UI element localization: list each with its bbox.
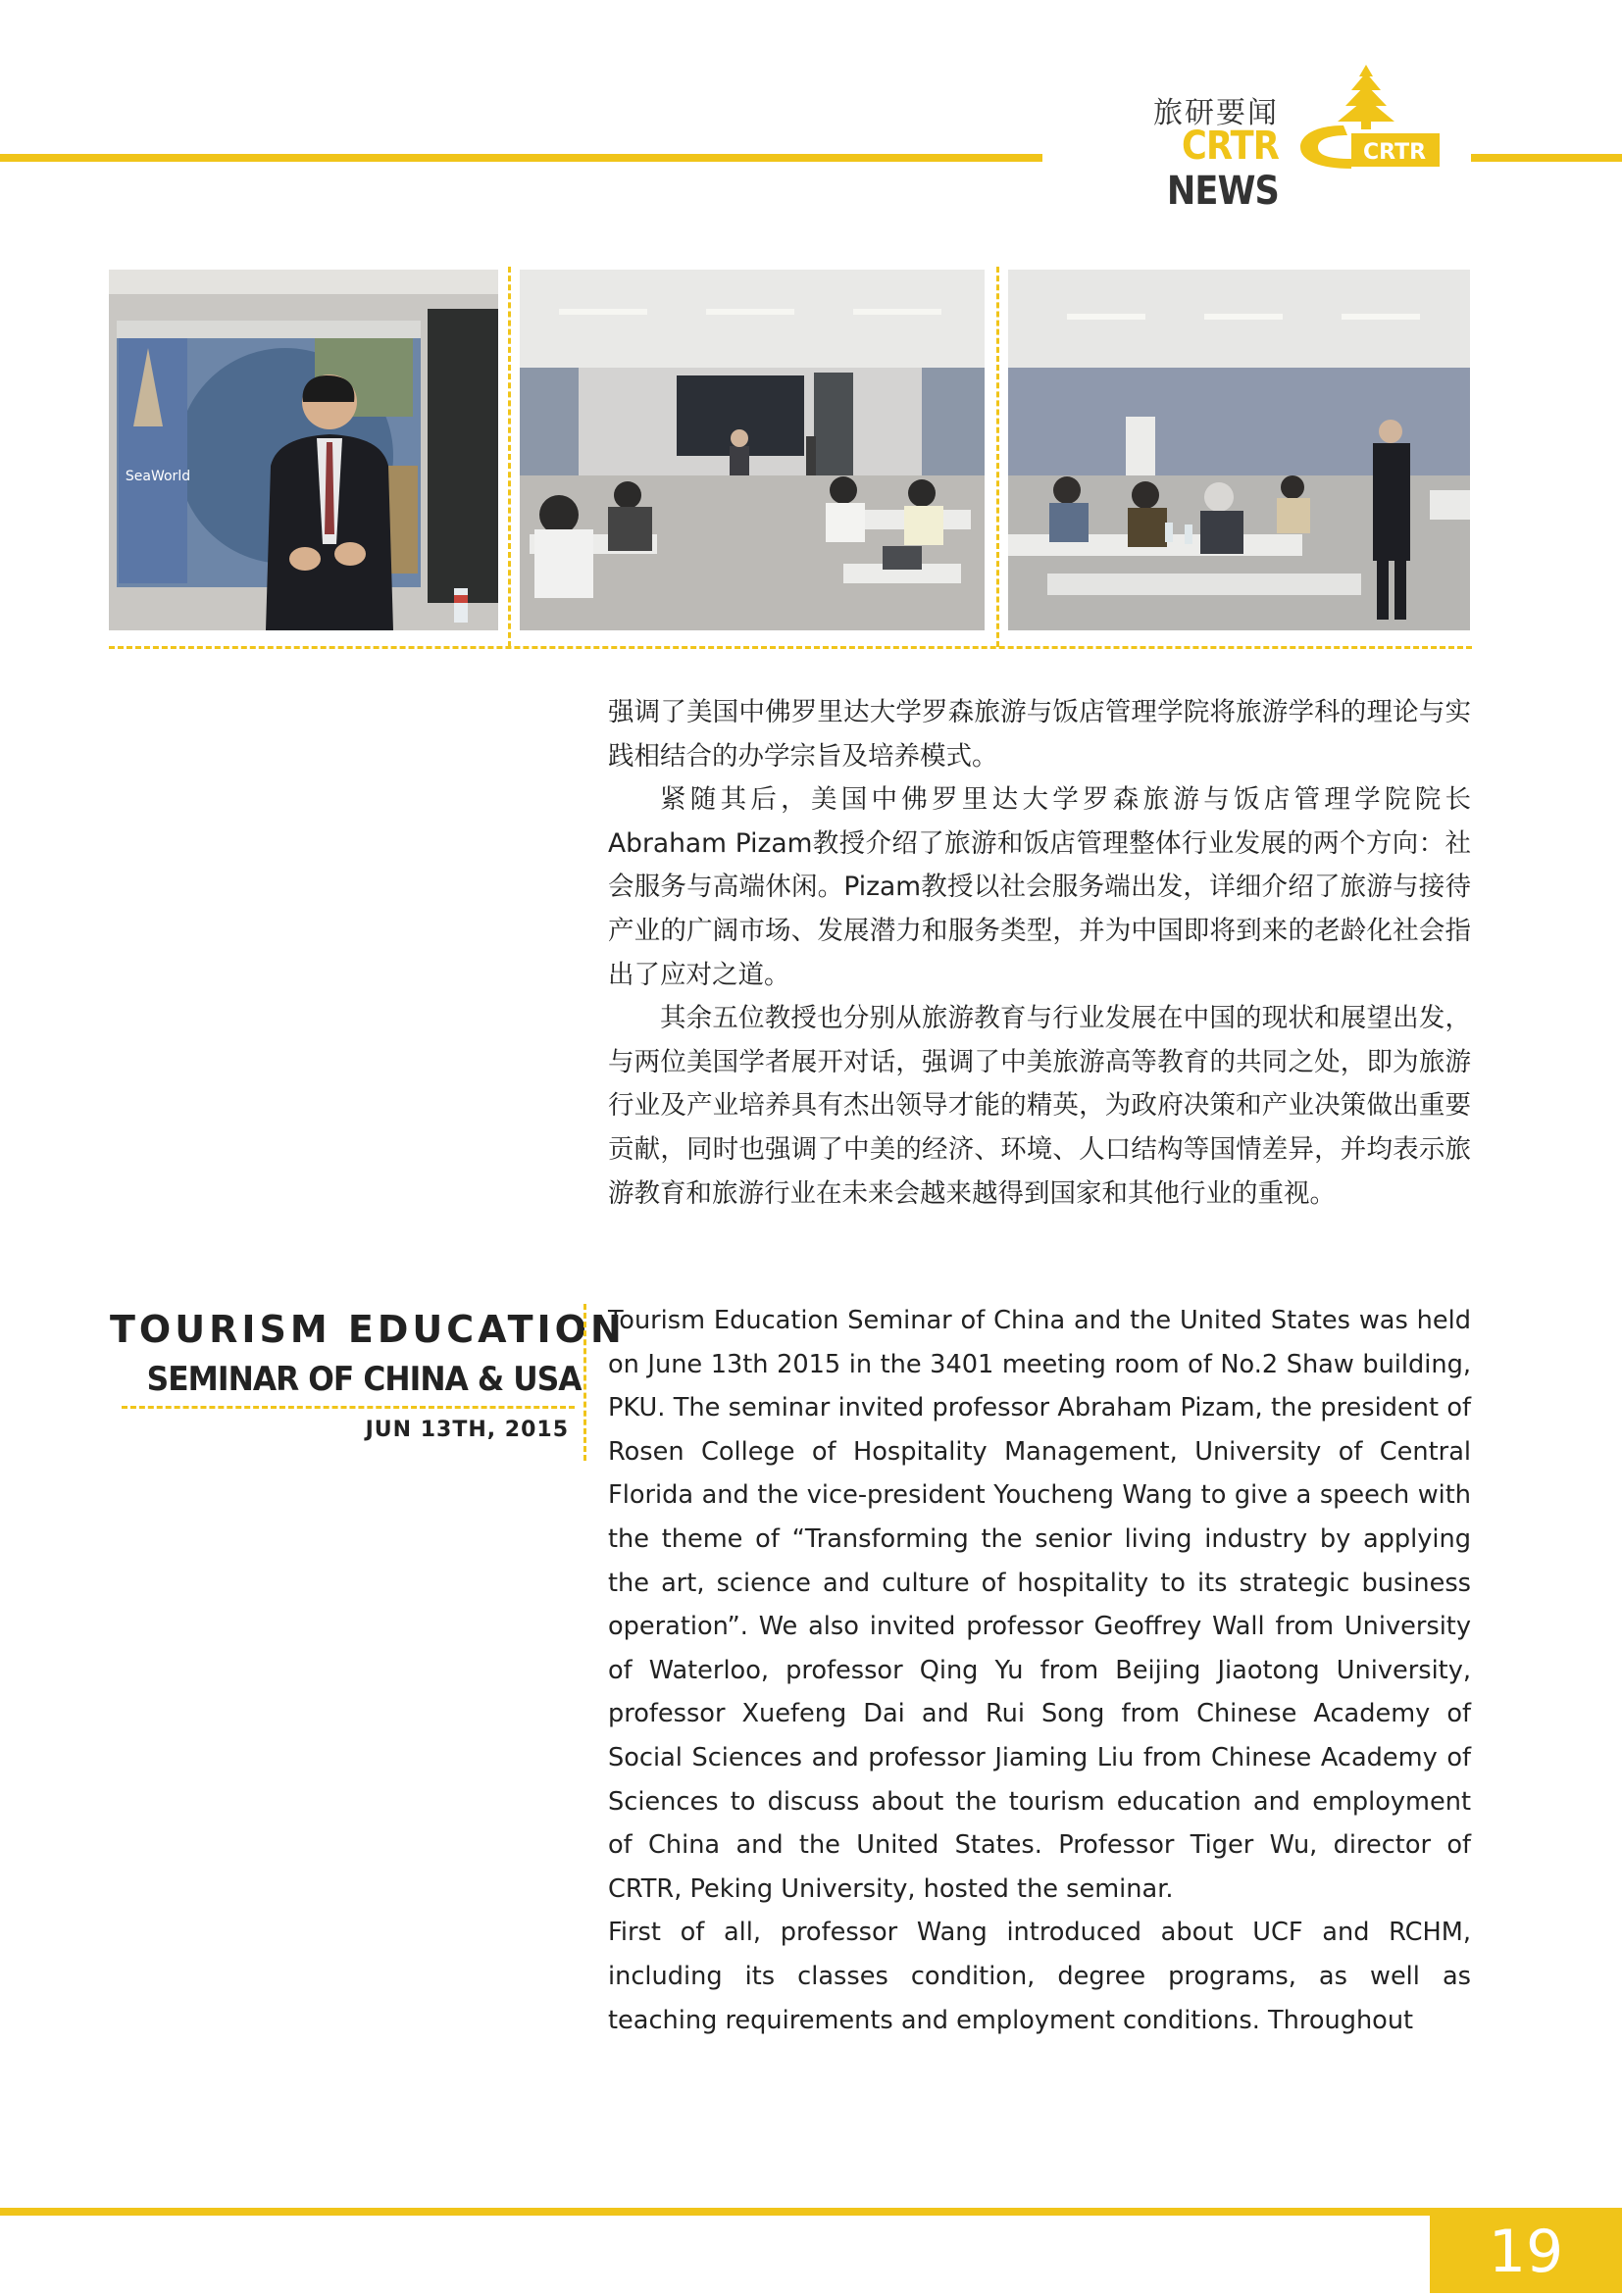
chinese-article-text [608, 691, 1471, 1216]
article-heading-line2: SEMINAR OF CHINA & USA [146, 1360, 582, 1399]
article-date: JUN 13TH, 2015 [365, 1418, 569, 1442]
footer-rule [0, 2208, 1622, 2216]
photo-divider-1 [508, 267, 511, 647]
header-chinese-title: 旅研要闻 [1153, 96, 1279, 130]
english-paragraph: Tourism Education Seminar of China and the United States was held on June 13th 2015 in the 3401 meeting room of No.2 Shaw building, PKU. The seminar invited professor Abraham Pizam, the president of Rosen College of Hospitality Management, University of Central Florida and the vice-president Youcheng Wang to give a speech with the theme of “Transforming the senior living industry by applying the art, science and culture of hospitality to its strategic business operation”. We also invited professor Geoffrey Wall from University of Waterloo, professor Qing Yu from Beijing Jiaotong University, professor Xuefeng Dai and Rui Song from Chinese Academy of Social Sciences and professor Jiaming Liu from Chinese Academy of Sciences to discuss about the tourism education and employment of China and the United States. Professor Tiger Wu, director of CRTR, Peking University, hosted the seminar. [608, 1306, 1471, 1904]
photo-speaker [109, 270, 498, 630]
photo-lecture-room-audience [1008, 270, 1470, 630]
heading-underline [122, 1406, 575, 1409]
header-rule-left [0, 154, 1042, 162]
chinese-paragraph: 强调了美国中佛罗里达大学罗森旅游与饭店管理学院将旅游学科的理论与实践相结合的办学宗旨及培养模式。 [608, 697, 1471, 772]
photo-bottom-rule [109, 646, 1472, 649]
english-paragraph: First of all, professor Wang introduced about UCF and RCHM, including its classes condition, degree programs, as well as teaching requirements and employment conditions. Throughout [608, 1918, 1471, 2035]
header-rule-right [1471, 154, 1622, 162]
photo-divider-2 [996, 267, 999, 647]
photo-screen-caption: SeaWorld [125, 469, 191, 484]
photo-speaker-graphic [109, 270, 498, 630]
photo-lecture-room-rear [520, 270, 985, 630]
header-title-crtr: CRTR [1182, 124, 1279, 169]
photo-lecture-room-audience-graphic [1008, 270, 1470, 630]
crtr-logo-graphic [1293, 65, 1440, 173]
header-english-title [1102, 124, 1279, 214]
chinese-paragraph: 紧随其后，美国中佛罗里达大学罗森旅游与饭店管理学院院长Abraham Pizam教授介绍了旅游和饭店管理整体行业发展的两个方向：社会服务与高端休闲。Pizam教授以社会服务端出发，详细介绍了旅游与接待产业的广阔市场、发展潜力和服务类型，并为中国即将到来的老龄化社会指出了应对之道。 [608, 784, 1471, 990]
article-heading-line1: TOURISM EDUCATION [110, 1308, 626, 1351]
chinese-paragraph: 其余五位教授也分别从旅游教育与行业发展在中国的现状和展望出发，与两位美国学者展开对话，强调了中美旅游高等教育的共同之处，即为旅游行业及产业培养具有杰出领导才能的精英，为政府决策和产业决策做出重要贡献，同时也强调了中美的经济、环境、人口结构等国情差异，并均表示旅游教育和旅游行业在未来会越来越得到国家和其他行业的重视。 [608, 1003, 1471, 1209]
header-title-news: NEWS [1166, 169, 1279, 214]
heading-side-divider [583, 1304, 586, 1461]
english-article-text [608, 1299, 1471, 2042]
article-heading [110, 1304, 626, 1404]
page-number: 19 [1488, 2218, 1564, 2286]
crtr-logo [1293, 65, 1440, 173]
photo-lecture-room-rear-graphic [520, 270, 985, 630]
logo-lettering: CRTR [1362, 140, 1427, 165]
